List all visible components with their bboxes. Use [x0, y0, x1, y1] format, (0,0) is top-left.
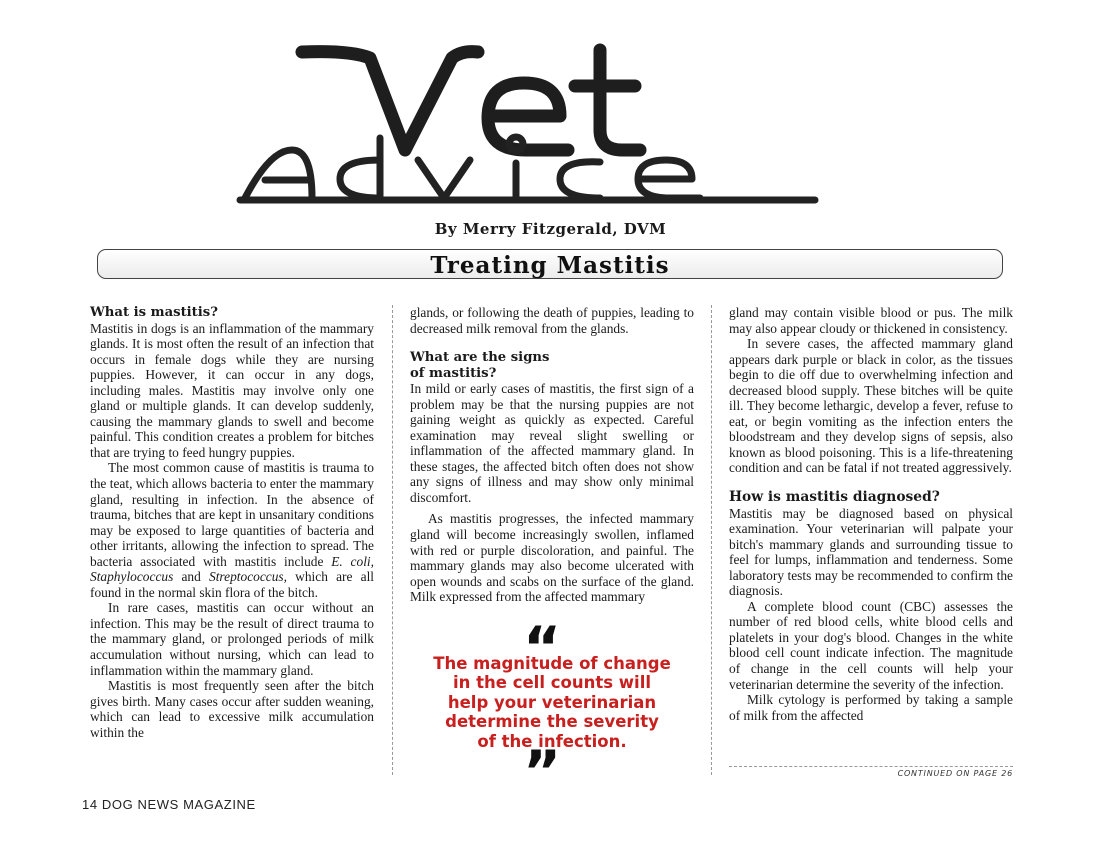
- paragraph-text: and: [173, 569, 210, 585]
- paragraph: In rare cases, mastitis can occur without an infection. This may be the result of direct trauma to the mammary gland, or prolonged periods of milk accumulation without nursing, which can lead to inflammation within the mammary gland.: [90, 600, 374, 678]
- paragraph: In severe cases, the affected mammary gland appears dark purple or black in color, as the tissues begin to die off due to overwhelming infection and decreased blood supply. These bitches will be quite ill. They become lethargic, develop a fever, refuse to eat, or begin vomiting as the infection enters the bloodstream and they develop signs of sepsis, also known as blood poisoning. This is a life-threatening condition and can be fatal if not treated aggressively.: [729, 336, 1013, 476]
- paragraph: glands, or following the death of puppies, leading to decreased milk removal from the glands.: [410, 305, 694, 336]
- open-quote-mark: “: [523, 614, 562, 682]
- paragraph-text: which are all found in the normal skin flora of the bitch.: [90, 569, 375, 600]
- paragraph: Mastitis in dogs is an inflammation of the mammary glands. It is most often the result of an infection that occurs in female dogs while they are nursing puppies. However, it can occur in any dogs, including males. Mastitis may involve only one gland or multiple glands. It can develop suddenly, causing the mammary glands to swell and become painful. This condition creates a problem for bitches that are trying to feed hungry puppies.: [90, 320, 374, 460]
- masthead-logo: [230, 38, 850, 213]
- column-divider: [392, 305, 393, 775]
- paragraph-text: The most common cause of mastitis is trauma to the teat, which allows bacteria to enter the mammary gland, resulting in infection. In the absence of trauma, bitches that are kept in unsanitary conditions may be exposed to large quantities of bacteria and other irritants, allowing the infection to spread. The bacteria associated with mastitis include: [90, 460, 374, 569]
- heading-diagnosis: How is mastitis diagnosed?: [729, 489, 940, 506]
- paragraph: In mild or early cases of mastitis, the first sign of a problem may be that the nursing puppies are not gaining weight as quickly as expected. Careful examination may reveal slight swelling or inflammation of the affected mammary gland. In these stages, the affected bitch often does not show any signs of illness and may show only minimal discomfort.: [410, 381, 694, 505]
- heading-signs-line1: What are the signs: [410, 350, 550, 366]
- pull-quote-line: in the cell counts will: [452, 673, 652, 693]
- vet-advice-logo-graphic: [230, 38, 850, 213]
- bacteria-strep: Streptococcus,: [209, 569, 287, 585]
- article-title: Treating Mastitis: [430, 252, 670, 279]
- pull-quote: [404, 654, 700, 751]
- paragraph: Milk cytology is performed by taking a sample of milk from the affected: [729, 692, 1013, 723]
- bacteria-staph: Staphylococcus: [90, 569, 174, 585]
- pull-quote-line: of the infection.: [477, 731, 627, 751]
- paragraph: Mastitis may be diagnosed based on physical examination. Your veterinarian will palpate your bitch's mammary glands and surrounding tissue to feel for lumps, inflammation and tenderness. Some laboratory tests may be recommended to confirm the diagnosis.: [729, 505, 1013, 599]
- byline: By Merry Fitzgerald, DVM: [434, 220, 667, 238]
- paragraph-causes: [90, 460, 374, 600]
- column-3: [729, 305, 1013, 723]
- column-1: [90, 305, 374, 740]
- page-footer: 14 DOG NEWS MAGAZINE: [82, 797, 256, 812]
- pull-quote-line: The magnitude of change: [433, 654, 671, 673]
- continued-on-page: CONTINUED ON PAGE 26: [729, 766, 1013, 778]
- paragraph: As mastitis progresses, the infected mammary gland will become increasingly swollen, inflamed with red or purple discoloration, and painful. The mammary glands may also become ulcerated with open wounds and scabs on the surface of the gland. Milk expressed from the affected mammary: [410, 511, 694, 605]
- paragraph: gland may contain visible blood or pus. The milk may also appear cloudy or thickened in consistency.: [729, 305, 1013, 336]
- column-divider: [711, 305, 712, 775]
- pull-quote-line: help your veterinarian: [447, 692, 657, 712]
- article-title-bar: [97, 249, 1003, 279]
- column-2: [410, 305, 694, 605]
- close-quote-mark: ”: [523, 738, 562, 806]
- bacteria-ecoli: E. coli,: [331, 553, 374, 569]
- paragraph: A complete blood count (CBC) assesses the number of red blood cells, white blood cells and platelets in your dog's blood. Changes in the white blood cell count indicate infection. The magnitude of change in the cell counts will help your veterinarian determine the severity of the infection.: [729, 598, 1013, 692]
- paragraph: Mastitis is most frequently seen after the bitch gives birth. Many cases occur after sudden weaning, which can lead to excessive milk accumulation within the: [90, 678, 374, 740]
- pull-quote-line: determine the severity: [445, 712, 659, 732]
- heading-what-is-mastitis: What is mastitis?: [90, 305, 218, 320]
- heading-signs-line2: of mastitis?: [410, 365, 497, 381]
